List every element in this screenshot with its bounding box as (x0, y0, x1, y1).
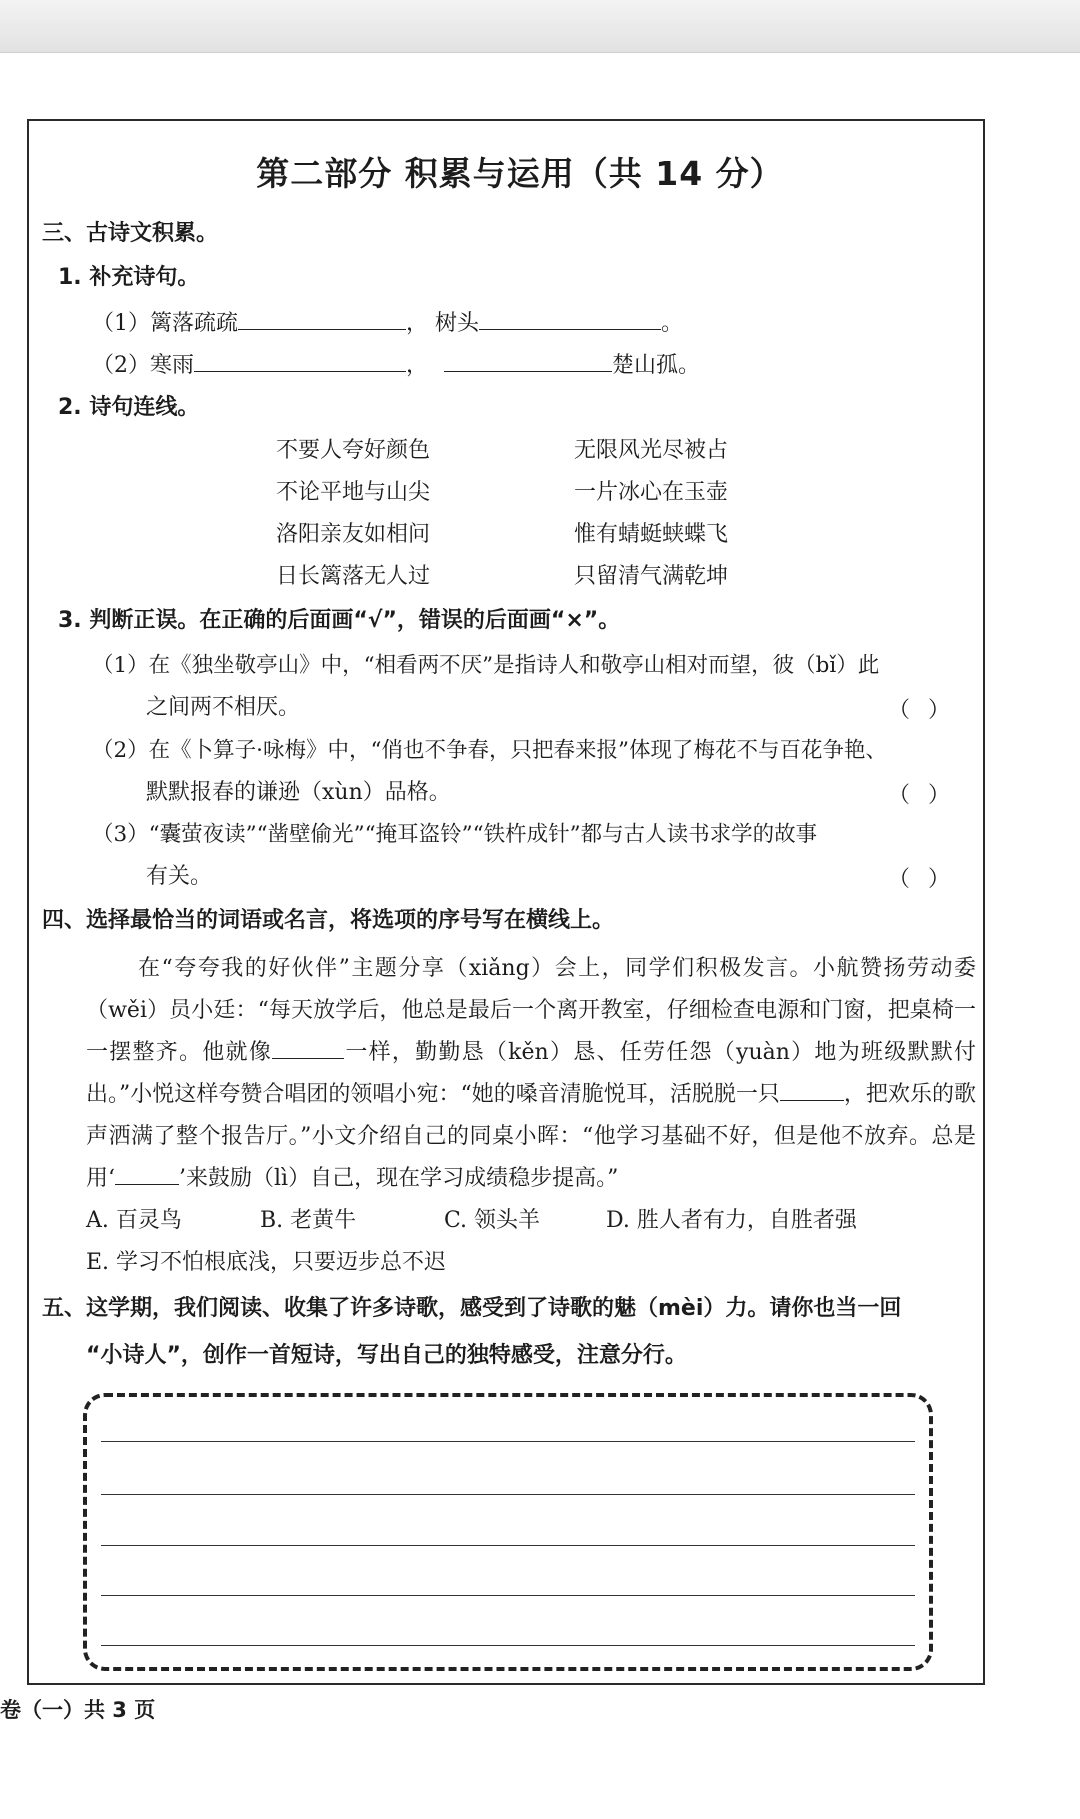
blank-input[interactable] (272, 1038, 344, 1059)
q1-line1-mid: ， 树头 (406, 311, 479, 336)
blank-input[interactable] (444, 349, 612, 372)
q1-line1 (92, 307, 683, 339)
passage-part2: 一样，勤勤恳（kěn）恳、任劳任怨（yuàn）地为班级默默付出。”小悦这样夸赞合唱团的领唱小宛：“她的嗓音清脆悦耳，活脱脱一只 (86, 1040, 976, 1107)
q3-item1-line2: 之间两不相厌。 (146, 695, 301, 720)
writing-line[interactable] (101, 1645, 915, 1646)
page-title: 第二部分 积累与运用（共 14 分） (256, 154, 784, 193)
match-left-2[interactable]: 不论平地与山尖 (276, 480, 431, 505)
section5-line2: “小诗人”，创作一首短诗，写出自己的独特感受，注意分行。 (86, 1343, 687, 1368)
section4-passage (86, 948, 976, 1200)
section4-heading: 四、选择最恰当的词语或名言，将选项的序号写在横线上。 (42, 908, 615, 933)
q2-heading: 2. 诗句连线。 (58, 395, 200, 420)
q3-item2-line2: 默默报春的谦逊（xùn）品格。 (146, 780, 451, 805)
writing-line[interactable] (101, 1441, 915, 1442)
answer-paren[interactable]: （） (888, 783, 969, 808)
viewer-top-bar (0, 0, 1080, 53)
q3-item1-line1: （1）在《独坐敬亭山》中，“相看两不厌”是指诗人和敬亭山相对而望，彼（bǐ）此 (92, 653, 880, 678)
answer-paren[interactable]: （） (888, 698, 969, 723)
passage-part4: ’来鼓励（lì）自己，现在学习成绩稳步提高。” (179, 1166, 619, 1191)
match-left-4[interactable]: 日长篱落无人过 (276, 564, 431, 589)
option-a: A. 百灵鸟 (86, 1208, 182, 1233)
q1-line1-end: 。 (661, 311, 684, 336)
match-right-2[interactable]: 一片冰心在玉壶 (574, 480, 729, 505)
writing-line[interactable] (101, 1545, 915, 1546)
option-b: B. 老黄牛 (260, 1208, 357, 1233)
option-e: E. 学习不怕根底浅，只要迈步总不迟 (86, 1250, 447, 1275)
q1-line1-prefix: （1）篱落疏疏 (92, 311, 238, 336)
match-left-3[interactable]: 洛阳亲友如相问 (276, 522, 431, 547)
match-right-1[interactable]: 无限风光尽被占 (574, 438, 729, 463)
page-footer: 卷（一）共 3 页 (0, 1698, 156, 1722)
q3-item3-line2: 有关。 (146, 864, 213, 889)
q1-line2 (92, 349, 700, 381)
passage-part3: ，把欢乐的歌声洒满了整个报告厅。”小文介绍自己的同桌小晖：“他学习基础不好，但是他不放弃。总是用‘ (86, 1082, 976, 1191)
q1-line2-prefix: （2）寒雨 (92, 353, 194, 378)
q3-heading: 3. 判断正误。在正确的后面画“√”，错误的后面画“×”。 (58, 608, 621, 633)
q3-item2-line1: （2）在《卜算子·咏梅》中，“俏也不争春，只把春来报”体现了梅花不与百花争艳、 (92, 738, 887, 763)
blank-input[interactable] (780, 1080, 844, 1101)
section5-line1: 五、这学期，我们阅读、收集了许多诗歌，感受到了诗歌的魅（mèi）力。请你也当一回 (42, 1296, 902, 1321)
answer-paren[interactable]: （） (888, 867, 969, 892)
match-left-1[interactable]: 不要人夸好颜色 (276, 438, 431, 463)
poem-writing-box[interactable] (83, 1393, 933, 1671)
passage-part1: 在“夸夸我的好伙伴”主题分享（xiǎng）会上，同学们积极发言。小航赞扬劳动委（wěi）员小廷：“每天放学后，他总是最后一个离开教室，仔细检查电源和门窗，把桌椅一一摆整齐。他就像 (86, 956, 976, 1065)
blank-input[interactable] (479, 307, 661, 330)
blank-input[interactable] (194, 349, 406, 372)
option-d: D. 胜人者有力，自胜者强 (606, 1208, 857, 1233)
section3-heading: 三、古诗文积累。 (42, 221, 219, 246)
q1-line2-mid: ， (406, 353, 429, 378)
q1-heading: 1. 补充诗句。 (58, 265, 200, 290)
blank-input[interactable] (238, 307, 406, 330)
writing-line[interactable] (101, 1494, 915, 1495)
q1-line2-end: 楚山孤。 (612, 353, 701, 378)
option-c: C. 领头羊 (444, 1208, 541, 1233)
blank-input[interactable] (115, 1164, 179, 1185)
q3-item3-line1: （3）“囊萤夜读”“凿壁偷光”“掩耳盗铃”“铁杵成针”都与古人读书求学的故事 (92, 822, 818, 847)
writing-line[interactable] (101, 1595, 915, 1596)
match-right-3[interactable]: 惟有蜻蜓蛱蝶飞 (574, 522, 729, 547)
match-right-4[interactable]: 只留清气满乾坤 (574, 564, 729, 589)
